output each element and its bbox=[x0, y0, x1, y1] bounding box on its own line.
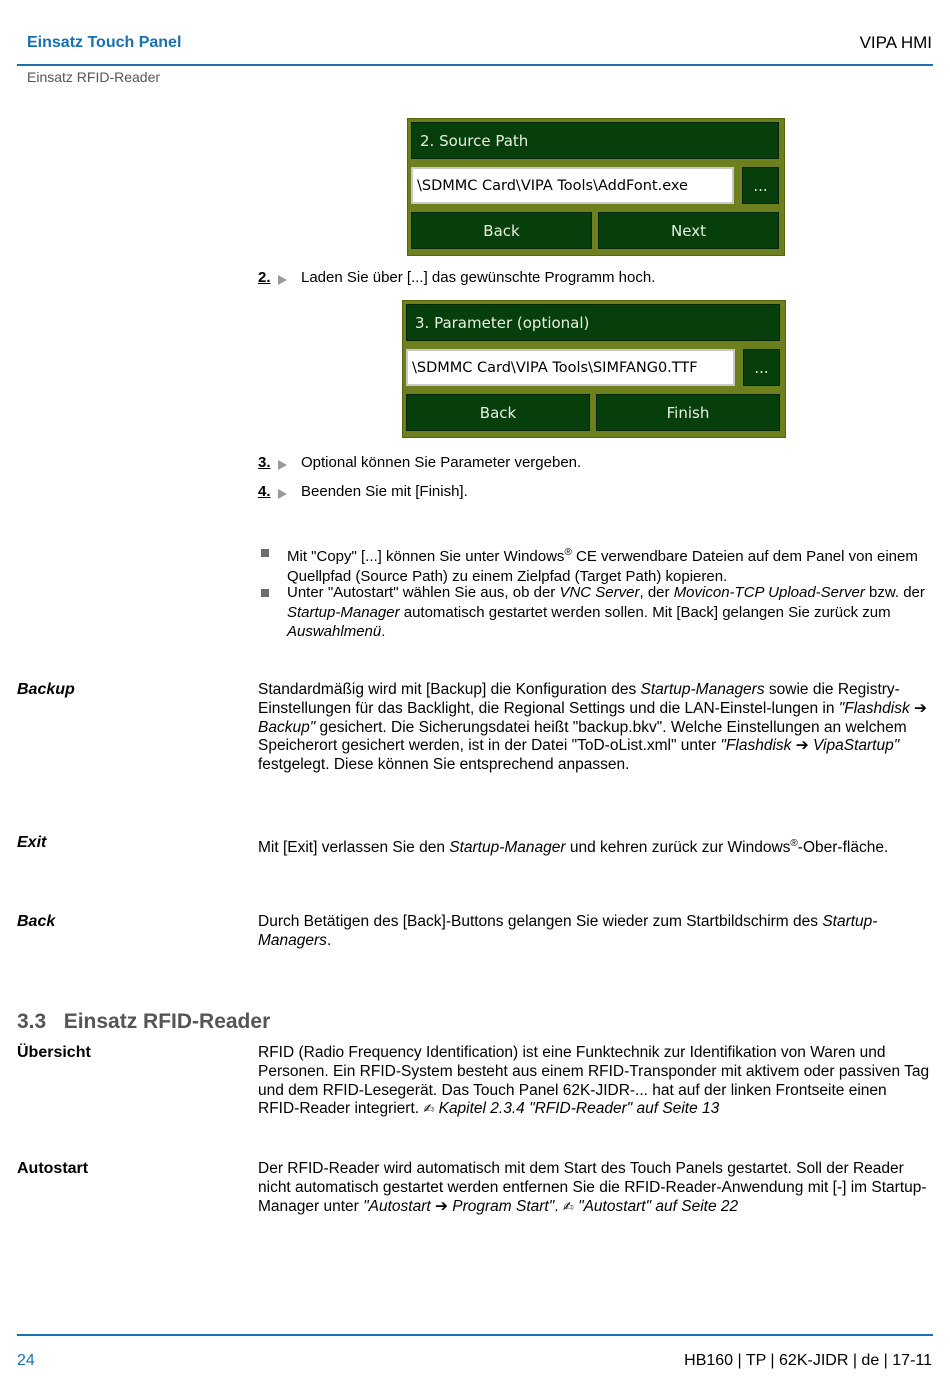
parameter-title: 3. Parameter (optional) bbox=[406, 304, 780, 341]
section-heading: 3.3 Einsatz RFID-Reader bbox=[17, 1010, 271, 1033]
exit-description: Mit [Exit] verlassen Sie den Startup-Manager und kehren zurück zur Windows®-Ober-fläche. bbox=[258, 838, 889, 857]
step-arrow-icon bbox=[278, 489, 287, 499]
header-product: VIPA HMI bbox=[859, 33, 932, 52]
source-path-title: 2. Source Path bbox=[411, 122, 779, 159]
page-number: 24 bbox=[17, 1352, 35, 1369]
uebersicht-description: RFID (Radio Frequency Identification) ist eine Funktechnik zur Identifikation von Waren und Personen. Ein RFID-System besteht aus einem RFID-Transponder mit aktivem oder passiven Tag und dem RFID-Lesegerät. Das Touch Panel 62K-JIDR-... hat auf der linken Frontseite einen RFID-Reader integriert. ✍ Kapitel 2.3.4 "RFID-Reader" auf Seite 13 bbox=[258, 1044, 930, 1118]
link-arrow-icon: ✍ bbox=[423, 1101, 435, 1117]
source-path-back-button[interactable]: Back bbox=[411, 212, 592, 249]
chapter-link[interactable]: Kapitel 2.3.4 "RFID-Reader" auf Seite 13 bbox=[434, 1100, 720, 1118]
step-arrow-icon bbox=[278, 460, 287, 470]
autostart-label: Autostart bbox=[17, 1160, 89, 1177]
bullet-square-icon bbox=[261, 549, 269, 557]
back-description: Durch Betätigen des [Back]-Buttons gelangen Sie wieder zum Startbildschirm des Startup-Managers. bbox=[258, 913, 878, 949]
source-path-input[interactable]: \SDMMC Card\VIPA Tools\AddFont.exe bbox=[411, 167, 734, 204]
step-arrow-icon bbox=[278, 275, 287, 285]
step-text: Optional können Sie Parameter vergeben. bbox=[301, 454, 582, 471]
document-reference: HB160 | TP | 62K-JIDR | de | 17-11 bbox=[684, 1352, 932, 1369]
parameter-browse-button[interactable]: ... bbox=[743, 349, 780, 386]
autostart-link[interactable]: "Autostart" auf Seite 22 bbox=[573, 1197, 739, 1215]
parameter-screenshot bbox=[402, 300, 786, 438]
step-text: Laden Sie über [...] das gewünschte Programm hoch. bbox=[301, 269, 656, 286]
uebersicht-label: Übersicht bbox=[17, 1044, 91, 1061]
source-path-browse-button[interactable]: ... bbox=[742, 167, 779, 204]
parameter-finish-button[interactable]: Finish bbox=[596, 394, 780, 431]
autostart-description: Der RFID-Reader wird automatisch mit dem Start des Touch Panels gestartet. Soll der Reader nicht automatisch gestartet werden entfernen Sie die RFID-Reader-Anwendung mit [-] im Startup-Manager unter "Autostart ➔ Program Start". ✍ "Autostart" auf Seite 22 bbox=[258, 1160, 927, 1215]
backup-description: Standardmäßig wird mit [Backup] die Konfiguration des Startup-Managers sowie die Registry-Einstellungen für das Backlight, die Regional Settings und die LAN-Einstel-lungen in "Flashdisk ➔ Backup" gesichert. Die Sicherungsdatei heißt "backup.bkv". Welche Einstellungen an welchem Speicherort gesichert werden, ist in der Datei "ToD-oList.xml" unter "Flashdisk ➔ VipaStartup" festgelegt. Diese können Sie entsprechend anpassen. bbox=[258, 681, 928, 774]
header-subtitle: Einsatz RFID-Reader bbox=[27, 69, 161, 85]
bullet-autostart: Unter "Autostart" wählen Sie aus, ob der VNC Server, der Movicon-TCP Upload-Server bzw. der Startup-Manager automatisch gestartet werden sollen. Mit [Back] gelangen Sie zurück zum Auswahlmenü. bbox=[260, 583, 930, 642]
header-title: Einsatz Touch Panel bbox=[27, 34, 182, 51]
header-divider bbox=[17, 64, 933, 66]
link-arrow-icon: ✍ bbox=[562, 1198, 574, 1214]
back-label: Back bbox=[17, 913, 56, 930]
step-number: 2. bbox=[258, 269, 271, 286]
step-number: 4. bbox=[258, 483, 271, 500]
backup-label: Backup bbox=[17, 681, 75, 698]
bullet-copy: Mit "Copy" [...] können Sie unter Windows® CE verwendbare Dateien auf dem Panel von einem Quellpfad (Source Path) zu einem Zielpfad (Target Path) kopieren. bbox=[260, 543, 930, 586]
source-path-next-button[interactable]: Next bbox=[598, 212, 779, 249]
step-text: Beenden Sie mit [Finish]. bbox=[301, 483, 468, 500]
source-path-screenshot bbox=[407, 118, 785, 256]
parameter-back-button[interactable]: Back bbox=[406, 394, 590, 431]
step-number: 3. bbox=[258, 454, 271, 471]
exit-label: Exit bbox=[17, 834, 47, 851]
bullet-square-icon bbox=[261, 589, 269, 597]
parameter-input[interactable]: \SDMMC Card\VIPA Tools\SIMFANG0.TTF bbox=[406, 349, 735, 386]
footer-divider bbox=[17, 1334, 933, 1336]
